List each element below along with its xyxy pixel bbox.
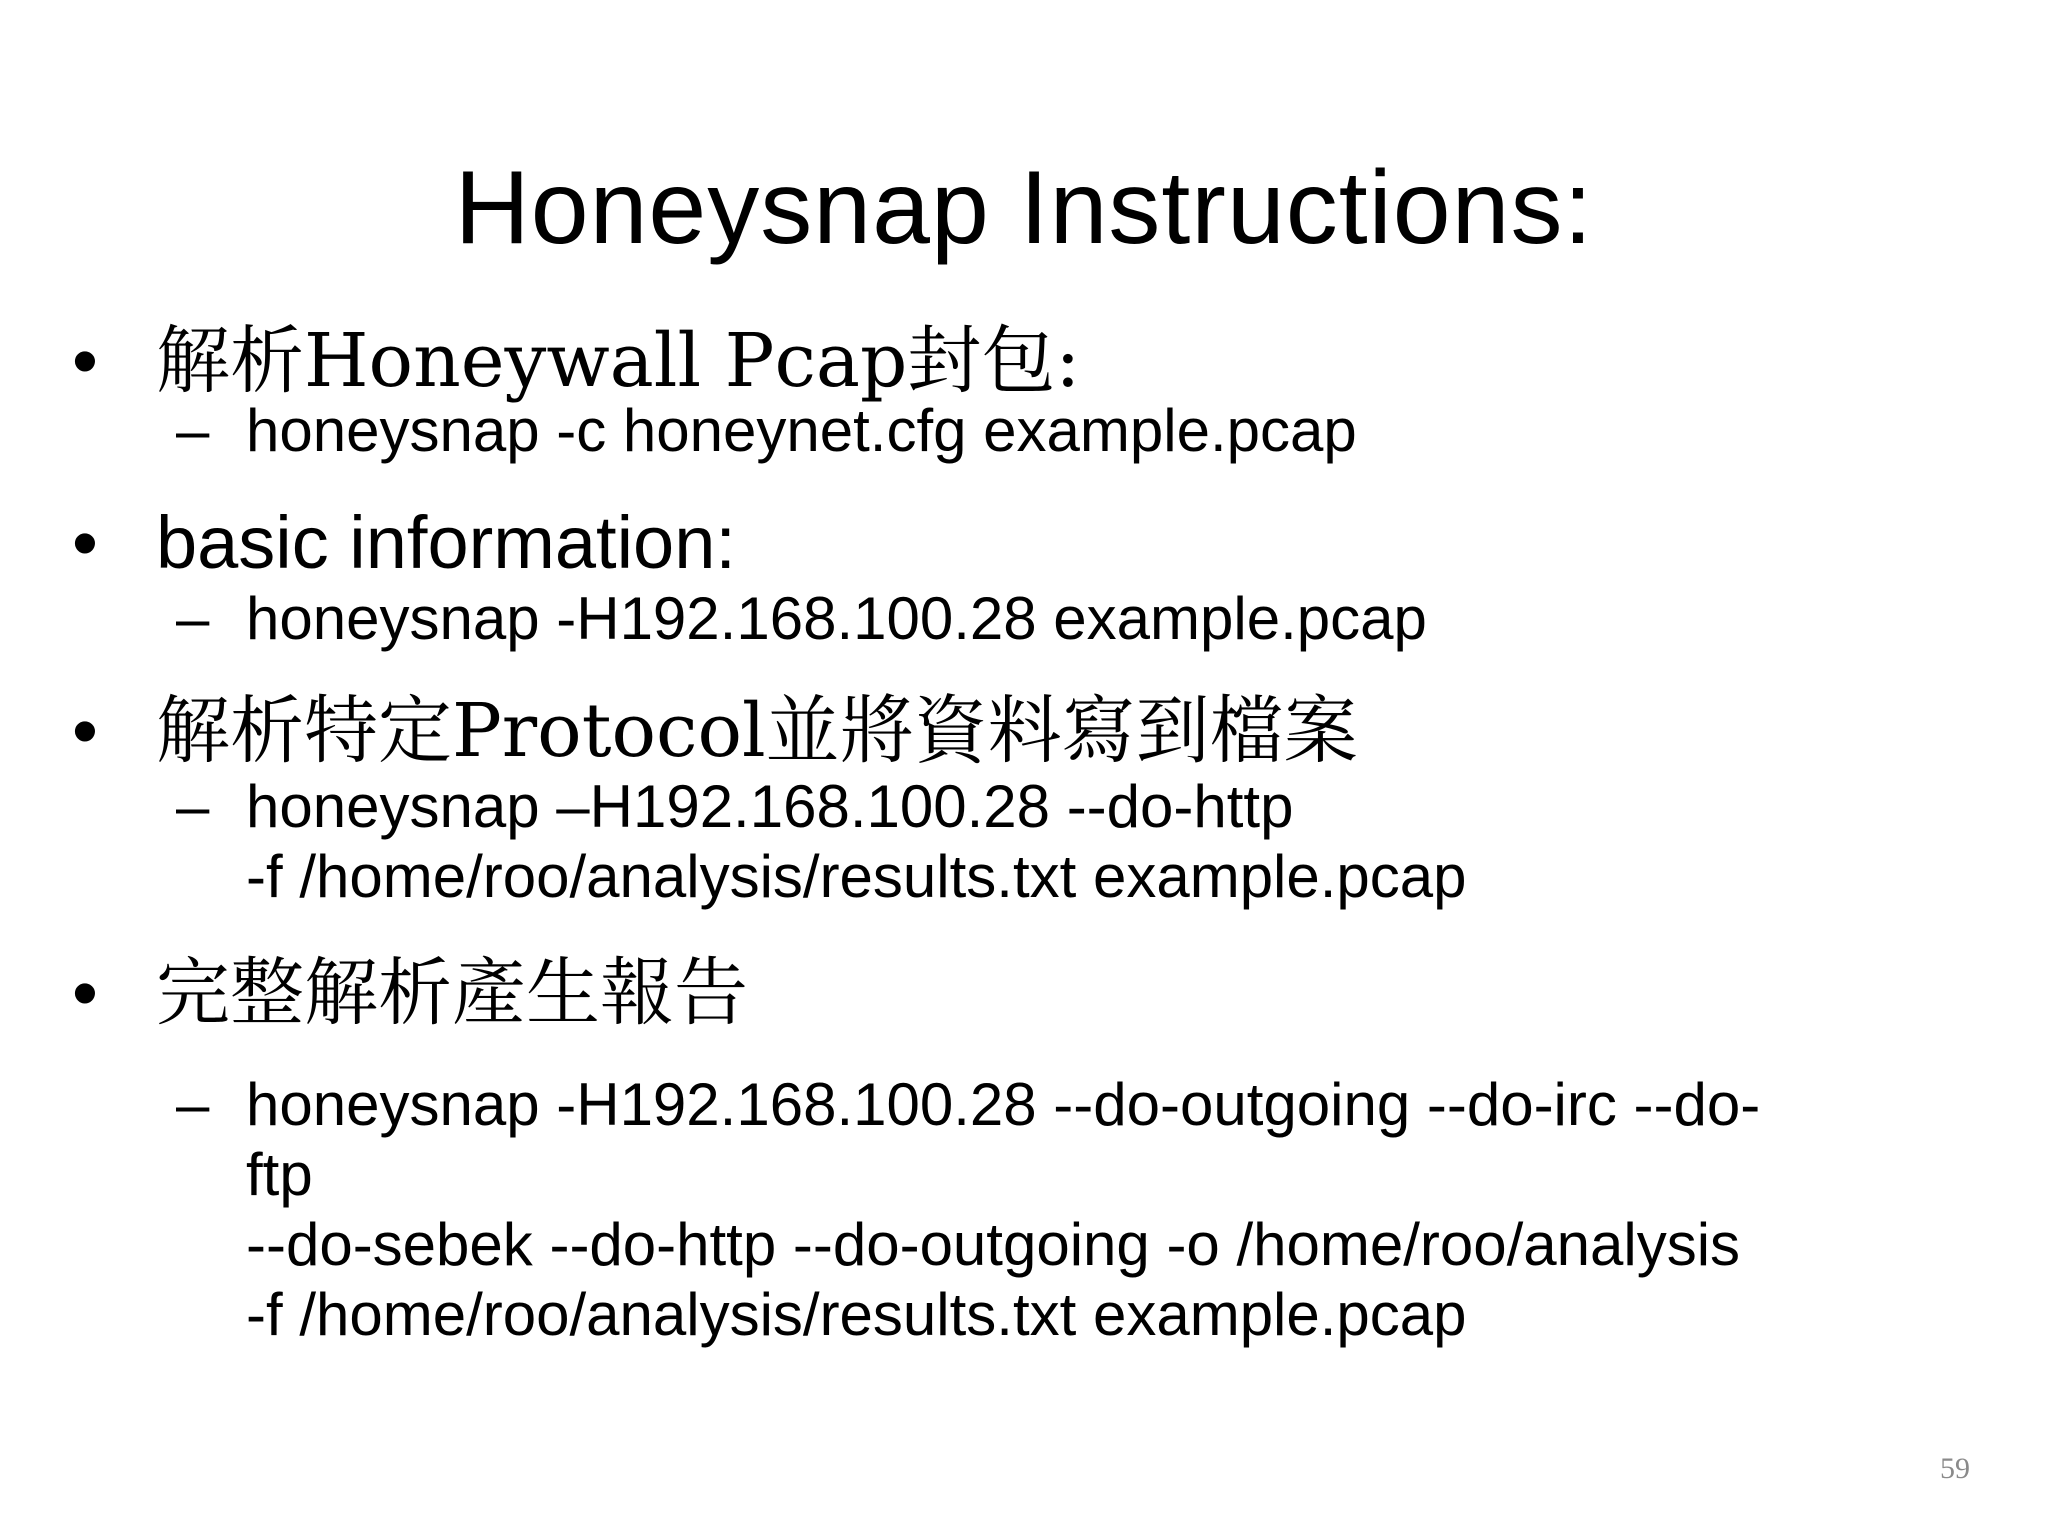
bullet-marker: • [72, 319, 98, 402]
bullet-marker: • [72, 951, 98, 1034]
bullet-marker: • [72, 689, 98, 772]
bullet-marker: • [72, 501, 98, 584]
command-line: honeysnap -c honeynet.cfg example.pcap [246, 397, 1357, 464]
bullet-text: 完整解析產生報告 [156, 950, 748, 1036]
bullet-text: 解析特定Protocol並將資料寫到檔案 [156, 688, 1358, 774]
command-line: -f /home/roo/analysis/results.txt example.pcap [246, 843, 1467, 910]
command-line: --do-sebek --do-http --do-outgoing -o /home/roo/analysis [246, 1211, 1741, 1278]
command-line: honeysnap –H192.168.100.28 --do-http [246, 773, 1294, 840]
command-line: honeysnap -H192.168.100.28 --do-outgoing --do-irc --do- [246, 1071, 1761, 1138]
page-number: 59 [1940, 1452, 1970, 1485]
command-line: ftp [246, 1141, 313, 1208]
sub-item-lines [246, 772, 1467, 912]
bullet-text: 解析Honeywall Pcap封包: [156, 318, 1081, 404]
bullet-text: basic information: [156, 501, 736, 584]
sub-item-lines [246, 1070, 1760, 1350]
slide-title: Honeysnap Instructions: [454, 150, 1594, 266]
dash-marker: – [176, 397, 210, 464]
command-line: -f /home/roo/analysis/results.txt example.pcap [246, 1281, 1467, 1348]
dash-marker: – [176, 1071, 210, 1138]
command-line: honeysnap -H192.168.100.28 example.pcap [246, 585, 1427, 652]
dash-marker: – [176, 773, 210, 840]
sub-item-lines [246, 396, 1357, 466]
sub-item-lines [246, 584, 1427, 654]
dash-marker: – [176, 585, 210, 652]
